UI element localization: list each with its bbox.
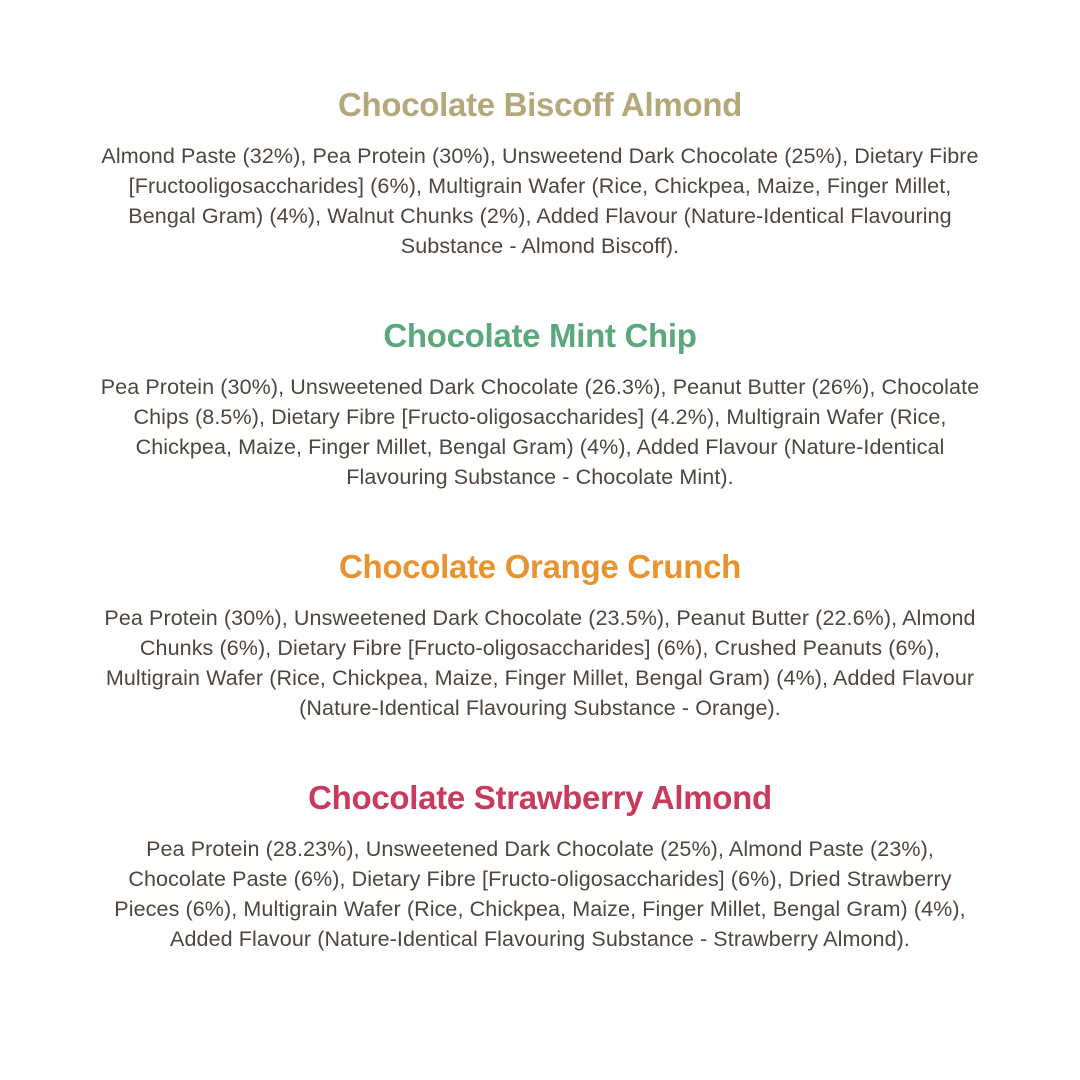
section-chocolate-mint-chip [97,315,983,492]
ingredient-lists [97,84,983,954]
section-title: Chocolate Orange Crunch [339,548,741,585]
ingredients-text: Pea Protein (30%), Unsweetened Dark Chocolate (23.5%), Peanut Butter (22.6%), Almond Chunks (6%), Dietary Fibre [Fructo-oligosaccharides] (6%), Crushed Peanuts (6%), Multigrain Wafer (Rice, Chickpea, Maize, Finger Millet, Bengal Gram) (4%), Added Flavour (Nature-Identical Flavouring Substance - Orange). [104,606,976,720]
section-chocolate-orange-crunch [97,546,983,723]
section-title: Chocolate Biscoff Almond [337,86,743,123]
section-title: Chocolate Mint Chip [383,317,697,354]
section-chocolate-strawberry-almond [97,777,983,954]
ingredients-text: Pea Protein (30%), Unsweetened Dark Chocolate (26.3%), Peanut Butter (26%), Chocolate Chips (8.5%), Dietary Fibre [Fructo-oligosaccharides] (4.2%), Multigrain Wafer (Rice, Chickpea, Maize, Finger Millet, Bengal Gram) (4%), Added Flavour (Nature-Identical Flavouring Substance - Chocolate Mint). [100,375,980,489]
ingredients-text: Pea Protein (28.23%), Unsweetened Dark Chocolate (25%), Almond Paste (23%), Chocolate Paste (6%), Dietary Fibre [Fructo-oligosaccharides] (6%), Dried Strawberry Pieces (6%), Multigrain Wafer (Rice, Chickpea, Maize, Finger Millet, Bengal Gram) (4%), Added Flavour (Nature-Identical Flavouring Substance - Strawberry Almond). [114,837,966,951]
ingredients-text: Almond Paste (32%), Pea Protein (30%), Unsweetend Dark Chocolate (25%), Dietary Fibre [Fructooligosaccharides] (6%), Multigrain Wafer (Rice, Chickpea, Maize, Finger Millet, Bengal Gram) (4%), Walnut Chunks (2%), Added Flavour (Nature-Identical Flavouring Substance - Almond Biscoff). [101,144,979,258]
section-chocolate-biscoff-almond [97,84,983,261]
section-title: Chocolate Strawberry Almond [308,779,772,816]
